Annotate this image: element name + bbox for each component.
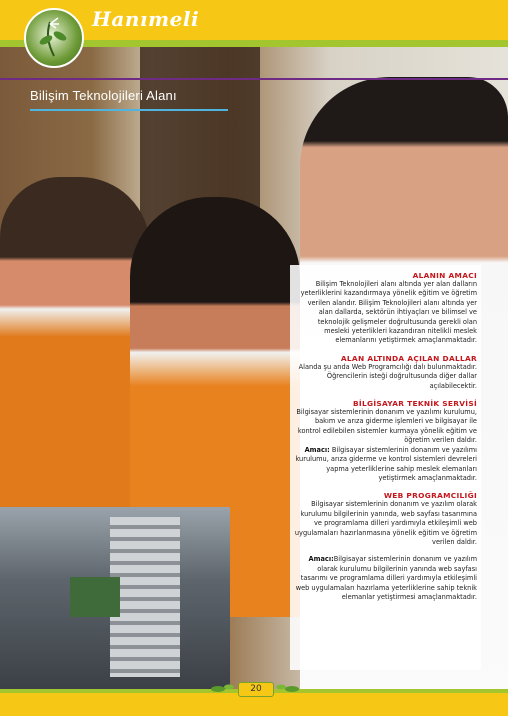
title-rule-bottom [30,109,228,111]
brand-logotype: Hanımeli [92,7,200,31]
paragraph-alanin-amaci: Bilişim Teknolojileri alanı altında yer alan dalların yeterliklerini kazandırmaya yönelik eğitim ve öğretim verilen alandır. Bilişim Teknolojileri alanı altında yer alan dallarda, sektörün ihtiyaçları ve bilimsel ve teknolojik gelişmeler doğrultusunda gerekli olan mesleki yeterlikleri kazandıran nitelikli meslek elemanlarını yetiştirmek amaçlanmaktadır. [300,280,477,345]
aim-text: Bilgisayar sistemlerinin donanım ve yazılımı kurulumu, arıza giderme ve kontrol sistemleri devreleri yapma yeterliklerine sahip meslek elemanları yetiştirmek amaçlanmaktadır. [295,445,477,482]
title-rule-top [0,78,508,80]
page-number-ornament [210,680,300,698]
content-panel [290,265,481,670]
photo-motherboard [70,577,120,617]
aim-label: Amacı: [304,445,330,454]
aim-text: Bilgisayar sistemlerinin donanım ve yazılım olarak kurulumu bilgilerinin yanında web sayfası tasarımı ve programlama dilleri yardımıyla etkileşimli web uygulamaları hazırlama yeterliklerine sahip teknik elemanlar yetiştirmesi amaçlanmaktadır. [295,555,477,601]
leaf-left-icon [210,680,236,698]
photo-drive-bays [110,517,180,677]
heading-web-programciligi: WEB PROGRAMCILIĞI [383,491,477,501]
heading-alanin-amaci: ALANIN AMACI [412,271,477,280]
paragraph-alan-altinda-acilan-dallar: Alanda şu anda Web Programcılığı dalı bulunmaktadır. Öğrencilerin isteği doğrultusunda diğer dallar açılabilecektir. [298,362,477,390]
heading-bilgisayar-teknik-servisi: BİLGİSAYAR TEKNİK SERVİSİ [352,399,477,409]
paragraph-bilgisayar-teknik-servisi: Bilgisayar sistemlerinin donanım ve yazılımı kurulumu, bakım ve arıza giderme işlemleri ve bilgisayar ile kontrol edilebilen sistemler kurmaya yönelik eğitim ve öğretim verilen daldır. [296,408,477,445]
leaf-right-icon [274,680,300,698]
page-title: Bilişim Teknolojileri Alanı [30,88,177,103]
honeysuckle-logo-icon [24,8,84,68]
paragraph-web-programciligi: Bilgisayar sistemlerinin donanım ve yazılım olarak kurulumu bilgilerinin yanında, web sayfası tasarımına ve programlama dilleri yardımıyla etkileşimli web uygulamaları hazırlanmasına yönelik eğitim ve öğretim verilen daldır. [294,500,477,546]
heading-alan-altinda-acilan-dallar: ALAN ALTINDA AÇILAN DALLAR [340,353,477,363]
page-number: 20 [238,682,274,697]
photo-computer-case [0,507,230,689]
aim-label: Amacı: [308,555,334,564]
aim-web-programciligi [294,555,477,602]
aim-bilgisayar-teknik-servisi [294,446,477,484]
